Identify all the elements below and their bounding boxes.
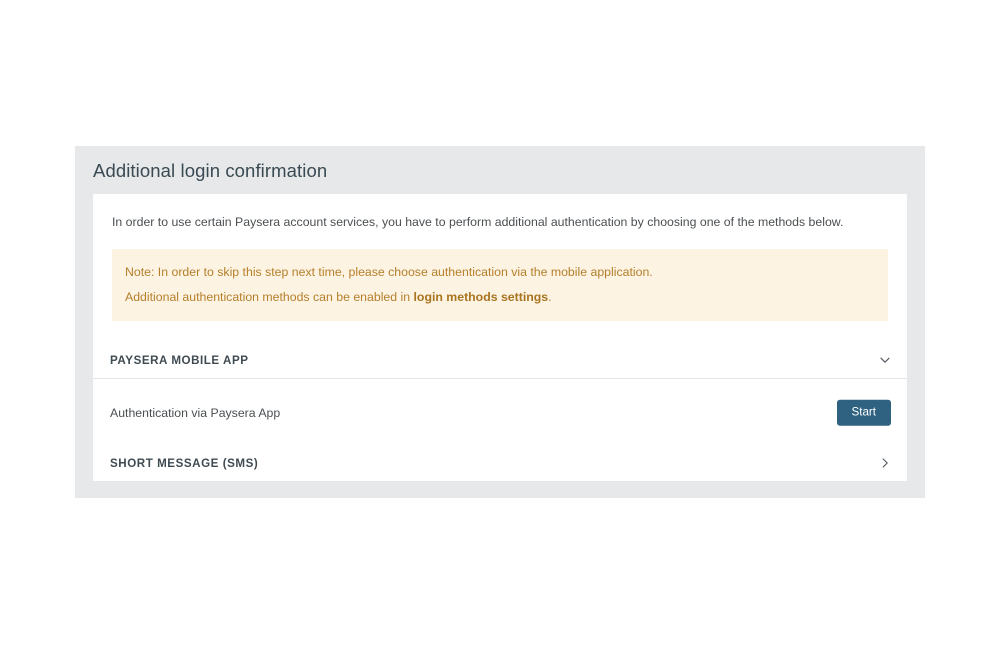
chevron-down-icon[interactable] bbox=[879, 354, 891, 366]
intro-text: In order to use certain Paysera account services, you have to perform additional authentication by choosing one of the methods below. bbox=[112, 215, 844, 229]
start-button[interactable]: Start bbox=[837, 399, 891, 426]
page-title: Additional login confirmation bbox=[93, 160, 328, 181]
method-card-paysera-mobile-app bbox=[93, 342, 907, 446]
method-label-short-message-sms: SHORT MESSAGE (SMS) bbox=[110, 456, 259, 470]
authentication-via-paysera-app-label: Authentication via Paysera App bbox=[110, 405, 281, 420]
method-header-paysera-mobile-app[interactable] bbox=[93, 342, 907, 378]
note-line-skip-step: Note: In order to skip this step next time, please choose authentication via the mobile application. bbox=[125, 264, 653, 279]
method-header-short-message-sms[interactable] bbox=[93, 445, 907, 481]
note-line-methods bbox=[125, 288, 874, 307]
chevron-right-icon[interactable] bbox=[879, 457, 891, 469]
login-methods-settings-link[interactable]: login methods settings bbox=[413, 289, 549, 304]
note-line-methods-prefix: Additional authentication methods can be enabled in bbox=[125, 289, 414, 304]
note-line-methods-suffix: . bbox=[548, 289, 552, 304]
method-body-paysera-mobile-app bbox=[93, 378, 907, 446]
additional-login-confirmation-panel bbox=[75, 146, 925, 498]
intro-card bbox=[93, 194, 907, 343]
note-box bbox=[112, 249, 888, 321]
method-label-paysera-mobile-app: PAYSERA MOBILE APP bbox=[110, 353, 249, 367]
method-card-short-message-sms bbox=[93, 445, 907, 481]
